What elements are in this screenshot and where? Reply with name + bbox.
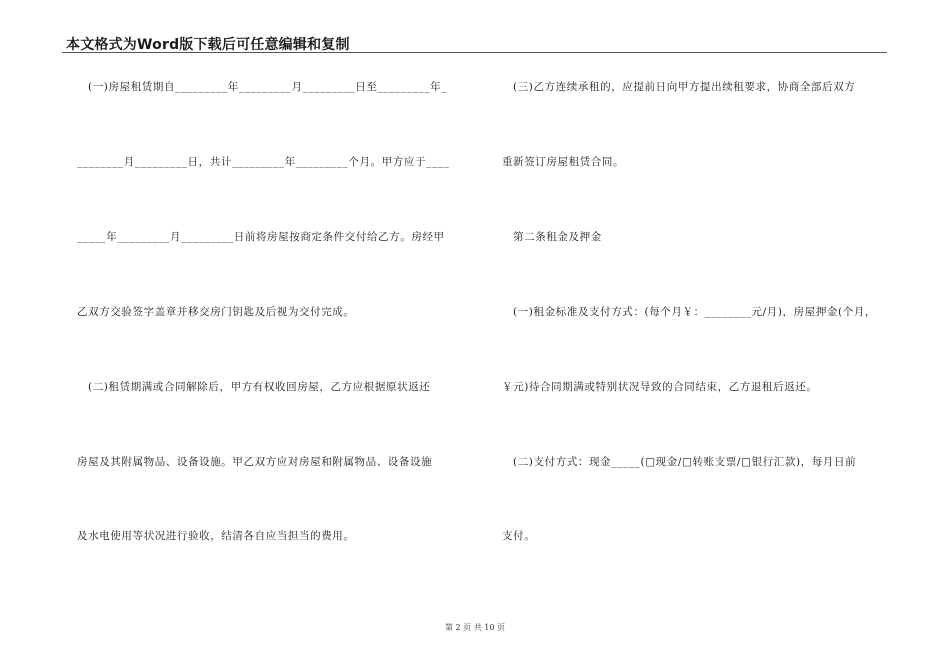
left-paragraph-line: _____年_________月_________日前将房屋按商定条件交付给乙方。房经甲 — [77, 231, 445, 243]
left-paragraph-line: 房屋及其附属物品、设备设施。甲乙双方应对房屋和附属物品、设备设施 — [77, 456, 433, 468]
section-heading: 第二条租金及押金 — [513, 231, 602, 243]
right-paragraph-line: ￥元)待合同期满或特别状况导致的合同结束，乙方退租后返还。 — [502, 381, 818, 393]
left-paragraph-line: ________月_________日，共计_________年_________个月。甲方应于____ — [77, 156, 450, 168]
page-number: 第 2 页 共 10 页 — [445, 623, 505, 632]
left-paragraph-line: (二)租赁期满或合同解除后，甲方有权收回房屋，乙方应根据原状返还 — [88, 381, 431, 393]
left-paragraph-line: 及水电使用等状况进行验收，结清各自应当担当的费用。 — [77, 530, 355, 542]
header-divider — [62, 52, 887, 53]
right-paragraph-line: 重新签订房屋租赁合同。 — [502, 156, 625, 168]
right-paragraph-line: 支付。 — [502, 530, 536, 542]
left-paragraph-line: 乙双方交验签字盖章并移交房门钥匙及后视为交付完成。 — [77, 306, 355, 318]
document-header-title: 本文格式为Word版下载后可任意编辑和复制 — [66, 37, 350, 53]
left-paragraph-line: (一)房屋租赁期自_________年_________月_________日至_________年_ — [88, 81, 448, 93]
right-paragraph-line: (三)乙方连续承租的，应提前日向甲方提出续租要求，协商全部后双方 — [513, 81, 856, 93]
right-paragraph-line: (一)租金标准及支付方式：(每个月￥：________元/月)，房屋押金(个月， — [513, 306, 877, 318]
right-paragraph-line: (二)支付方式：现金_____(□现金/□转账支票/□银行汇款)，每月日前 — [513, 456, 857, 468]
